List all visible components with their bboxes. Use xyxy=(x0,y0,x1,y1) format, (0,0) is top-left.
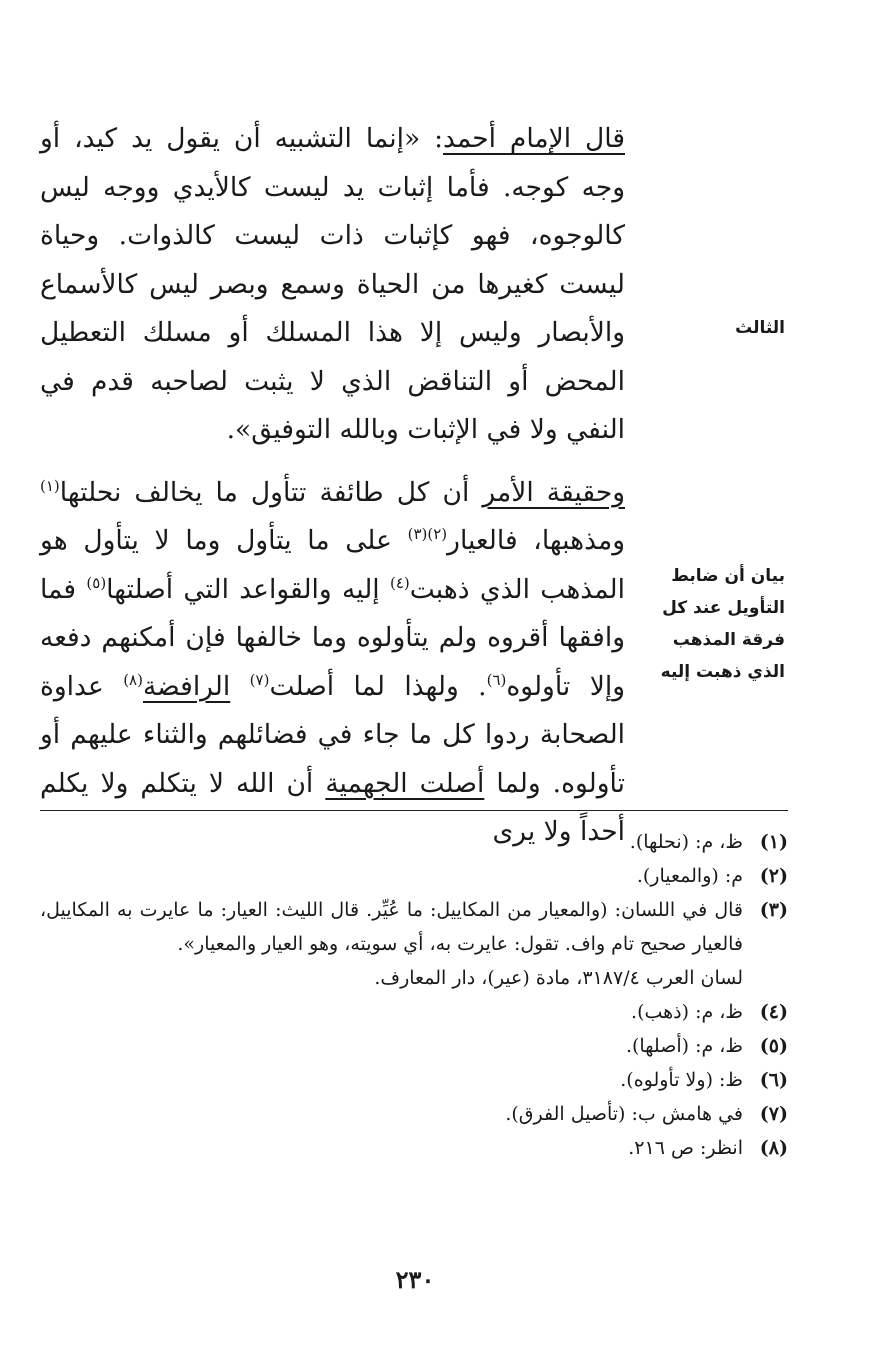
underlined-phrase: وحقيقة الأمر xyxy=(482,476,625,508)
footnote-text: ظ، م: (نحلها). xyxy=(629,831,743,853)
footnote-ref-7[interactable]: (٧) xyxy=(249,670,270,689)
footnote-text: قال في اللسان: (والمعيار من المكاييل: ما عُيِّر. قال الليث: العيار: ما عايرت به المكاييل، فالعيار صحيح تام واف. تقول: عايرت به، أي سويته، وهو العيار والمعيار». xyxy=(40,899,743,955)
footnote xyxy=(40,1029,788,1063)
underlined-phrase: قال الإمام أحمد xyxy=(443,123,625,154)
footnote-number: (٦) xyxy=(759,1069,788,1091)
footnote xyxy=(40,859,788,893)
margin-note-third: الثالث xyxy=(735,318,785,338)
footnote-ref-1[interactable]: (١) xyxy=(40,476,60,495)
underlined-phrase: أصلت الجهمية xyxy=(325,767,485,799)
footnote-ref-8[interactable]: (٨) xyxy=(123,670,143,689)
footnote xyxy=(40,825,788,859)
footnote xyxy=(40,995,788,1029)
footnote-ref-2[interactable]: (٢) xyxy=(427,525,448,544)
footnote-number: (٥) xyxy=(759,1035,788,1057)
footnote-text: ظ، م: (أصلها). xyxy=(625,1035,743,1057)
footnote xyxy=(40,1131,788,1165)
paragraph-imam-ahmad-quote: قال الإمام أحمد: «إنما التشبيه أن يقول يد كيد، أو وجه كوجه. فأما إثبات يد ليست كالأيدي ووجه ليس كالوجوه، فهو كإثبات ذات ليست كالذوات. وحياة ليست كغيرها من الحياة وسمع وبصر ليس كالأسماع والأبصار وليس إلا هذا المسلك أو مسلك التعطيل المحض أو التناقض الذي لا يثبت لصاحبه قدم في النفي ولا في الإثبات وبالله التوفيق». xyxy=(40,123,625,445)
paragraph-reality-of-matter: وحقيقة الأمر أن كل طائفة تتأول ما يخالف نحلتها$^{(١)}$ ومذهبها، فالعيار$^{(٢)(٣)}$ على ما يتأول وما لا يتأول هو المذهب الذي ذهبت$^{(٤)}$ إليه والقواعد التي أصلتها$^{(٥)}$ فما وافقها أقروه ولم يتأولوه وما خالفها فإن أمكنهم دفعه وإلا تأولوه$^{(٦)}$. ولهذا لما أصلت$^{(٧)}$ الرافضة$^{(٨)}$ عداوة الصحابة ردوا كل ما جاء في فضائلهم والثناء عليهم أو تأولوه. ولما أصلت الجهمية أن الله لا يتكلم ولا يكلم أحداً ولا يرى xyxy=(40,476,626,847)
page-number: ٢٣٠ xyxy=(395,1265,435,1294)
footnote-ref-6[interactable]: (٦) xyxy=(486,670,507,689)
main-text xyxy=(40,115,625,857)
footnote-ref-5[interactable]: (٥) xyxy=(86,573,107,592)
footnote-text: في هامش ب: (تأصيل الفرق). xyxy=(505,1103,743,1125)
footnote-text: ظ، م: (ذهب). xyxy=(631,1001,743,1023)
footnotes xyxy=(40,825,788,1165)
footnote-text: انظر: ص ٢١٦. xyxy=(628,1137,743,1159)
footnote xyxy=(40,1097,788,1131)
footnote xyxy=(40,1063,788,1097)
underlined-phrase: الرافضة xyxy=(142,670,231,702)
footnote-number: (٨) xyxy=(759,1137,788,1159)
footnote-divider xyxy=(40,810,788,811)
footnote-ref-3[interactable]: (٣) xyxy=(407,525,428,544)
margin-note-interpretation-rule: بيان أن ضابط التأويل عند كل فرقة المذهب الذي ذهبت إليه xyxy=(660,566,785,682)
footnote-number: (٤) xyxy=(759,1001,788,1023)
footnote-number: (١) xyxy=(759,831,788,853)
footnote-text: م: (والمعيار). xyxy=(636,865,743,887)
footnote-source: لسان العرب ٣١٨٧/٤، مادة (عير)، دار المعارف. xyxy=(374,967,743,989)
footnote-text: ظ: (ولا تأولوه). xyxy=(620,1069,743,1091)
footnote-number: (٢) xyxy=(759,865,788,887)
footnote-number: (٣) xyxy=(759,899,788,921)
footnote-number: (٧) xyxy=(759,1103,788,1125)
footnote xyxy=(40,893,788,961)
footnote-ref-4[interactable]: (٤) xyxy=(389,573,410,592)
